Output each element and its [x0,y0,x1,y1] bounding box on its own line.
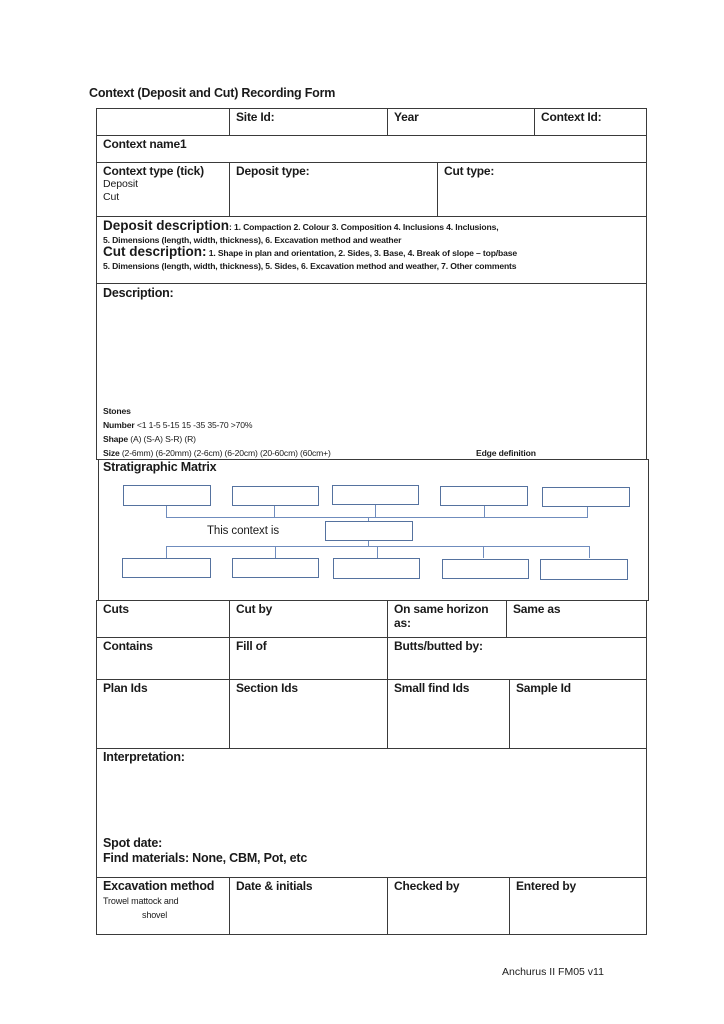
matrix-stem-above-2 [274,505,275,517]
matrix-stem-below-2 [275,546,276,558]
matrix-box-above-4[interactable] [440,486,528,506]
cut-by-label: Cut by [236,602,273,616]
year-label: Year [394,110,419,124]
plan-ids-field[interactable] [96,679,230,749]
cut-description-heading: Cut description: [103,244,207,259]
section-ids-label: Section Ids [236,681,298,695]
cut-by-field[interactable] [229,600,388,638]
this-context-label: This context is [207,525,279,537]
matrix-stem-above-1 [166,505,167,517]
butts-label: Butts/butted by: [394,639,483,653]
context-type-option-cut[interactable]: Cut [103,191,120,203]
interpretation-field[interactable] [96,748,647,878]
cut-type-field[interactable] [437,162,647,217]
deposit-type-field[interactable] [229,162,438,217]
context-name-label: Context name1 [103,137,187,151]
matrix-stem-above-3 [375,505,376,517]
cuts-field[interactable] [96,600,230,638]
checked-by-field[interactable] [387,877,510,935]
matrix-box-below-5[interactable] [540,559,628,580]
context-id-label: Context Id: [541,110,602,124]
stones-label: Stones [103,406,131,416]
edge-definition-label: Edge definition [476,448,536,458]
deposit-description-line2: 5. Dimensions (length, width, thickness), 6. Excavation method and weather [103,235,402,245]
cut-description-line2: 5. Dimensions (length, width, thickness), 5. Sides, 6. Excavation method and weather, 7. Other comments [103,261,517,271]
stones-shape-values: (A) (S-A) S-R) (R) [128,434,196,444]
matrix-box-below-1[interactable] [122,558,211,578]
matrix-box-above-5[interactable] [542,487,630,507]
stones-number-values: <1 1-5 5-15 15 -35 35-70 >70% [136,420,253,430]
excavation-method-label: Excavation method [103,879,215,893]
interpretation-label: Interpretation: [103,750,185,764]
matrix-box-below-3[interactable] [333,558,420,579]
sample-id-field[interactable] [509,679,647,749]
stones-size-values: (2-6mm) (6-20mm) (2-6cm) (6-20cm) (20-60cm) (60cm+) [119,448,331,458]
deposit-description-heading: Deposit description [103,218,230,233]
matrix-connector-upper [166,517,588,518]
cut-description-line1: Cut description: 1. Shape in plan and orientation, 2. Sides, 3. Base, 4. Break of slope – top/base [103,244,518,259]
matrix-box-this-context[interactable] [325,521,413,541]
matrix-box-below-4[interactable] [442,559,529,579]
excavation-method-field[interactable] [96,877,230,935]
context-type-cell [96,162,230,217]
matrix-box-below-2[interactable] [232,558,319,578]
stones-number-row: Number <1 1-5 5-15 15 -35 35-70 >70% [103,420,253,430]
stones-shape-row: Shape (A) (S-A) S-R) (R) [103,434,196,444]
description-label: Description: [103,286,174,300]
form-title: Context (Deposit and Cut) Recording Form [89,86,336,100]
cuts-label: Cuts [103,602,129,616]
plan-ids-label: Plan Ids [103,681,148,695]
date-initials-label: Date & initials [236,879,313,893]
description-guidance [96,216,647,284]
description-field[interactable] [96,283,647,460]
spot-date-label: Spot date: [103,836,163,850]
matrix-box-above-3[interactable] [332,485,419,505]
context-name-field[interactable] [96,135,647,163]
fill-of-field[interactable] [229,637,388,680]
site-id-field[interactable] [229,108,388,136]
context-type-option-deposit[interactable]: Deposit [103,178,138,190]
context-id-field[interactable] [534,108,647,136]
entered-by-field[interactable] [509,877,647,935]
date-initials-field[interactable] [229,877,388,935]
stones-size-row: Size (2-6mm) (6-20mm) (2-6cm) (6-20cm) (20-60cm) (60cm+) [103,448,331,458]
deposit-type-label: Deposit type: [236,164,310,178]
form-version-footer: Anchurus II FM05 v11 [502,966,604,978]
excavation-method-options-line1: Trowel mattock and [103,896,179,906]
year-field[interactable] [387,108,535,136]
matrix-connector-lower [166,546,590,547]
matrix-box-above-2[interactable] [232,486,319,506]
checked-by-label: Checked by [394,879,460,893]
blank-header-cell [96,108,230,136]
sample-id-label: Sample Id [516,681,571,695]
entered-by-label: Entered by [516,879,577,893]
matrix-stem-below-3 [377,546,378,558]
section-ids-field[interactable] [229,679,388,749]
matrix-stem-above-4 [484,505,485,517]
matrix-box-above-1[interactable] [123,485,211,506]
same-horizon-field[interactable] [387,600,507,638]
same-as-field[interactable] [506,600,647,638]
deposit-description-line1: Deposit description: 1. Compaction 2. Colour 3. Composition 4. Inclusions 4. Inclusions, [103,218,499,233]
context-type-label: Context type (tick) [103,164,204,178]
matrix-stem-below-1 [166,546,167,558]
same-as-label: Same as [513,602,561,616]
contains-field[interactable] [96,637,230,680]
cut-type-label: Cut type: [444,164,495,178]
small-find-ids-label: Small find Ids [394,681,470,695]
site-id-label: Site Id: [236,110,275,124]
stratigraphic-matrix-label: Stratigraphic Matrix [103,460,217,474]
fill-of-label: Fill of [236,639,267,653]
butts-field[interactable] [387,637,647,680]
matrix-stem-below-4 [483,546,484,558]
same-horizon-label: On same horizon as: [394,602,489,630]
find-materials-label: Find materials: None, CBM, Pot, etc [103,851,308,865]
contains-label: Contains [103,639,153,653]
excavation-method-options-line2: shovel [142,910,168,920]
small-find-ids-field[interactable] [387,679,510,749]
matrix-stem-below-5 [589,546,590,558]
